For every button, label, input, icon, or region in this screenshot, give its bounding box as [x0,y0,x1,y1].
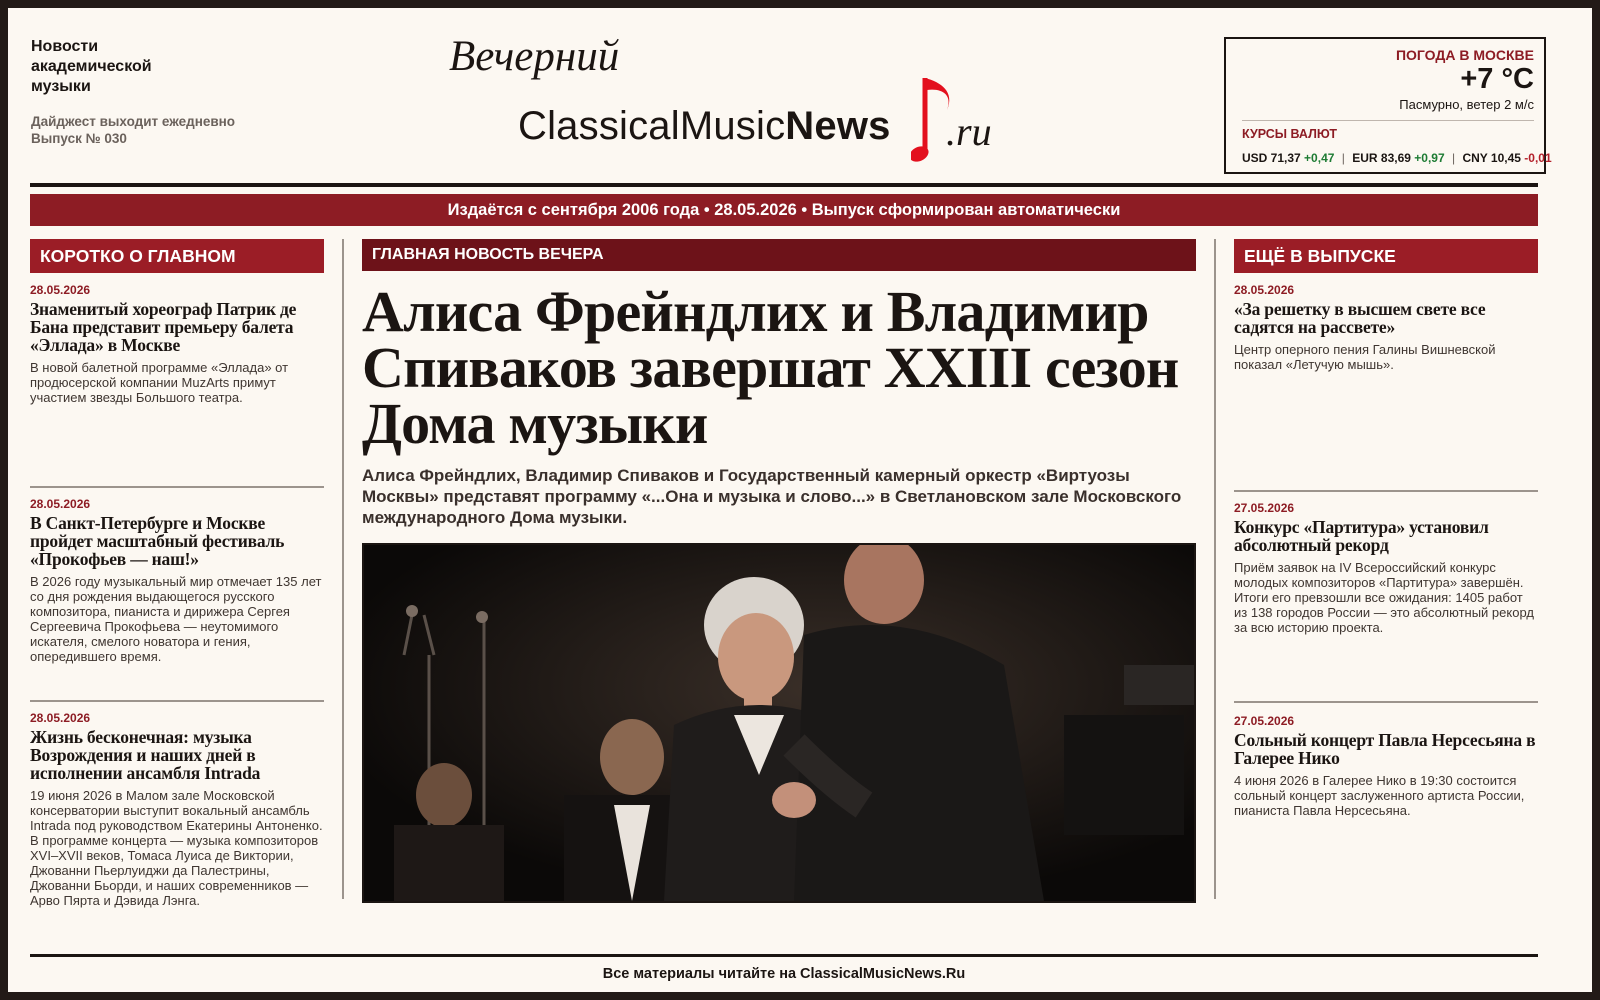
logo-vechernij: Вечерний [449,33,620,80]
news-title[interactable]: «За решетку в высшем свете все садятся на рассвете» [1234,299,1486,337]
fx-cny: CNY 10,45 [1462,151,1521,165]
fx-cny-change: -0,01 [1524,151,1552,165]
fx-usd: USD 71,37 [1242,151,1301,165]
news-item[interactable] [30,711,324,908]
newspaper-page [8,8,1592,992]
news-item[interactable] [1234,501,1538,635]
logo-part-classical: Classical [518,104,680,148]
digest-note: Дайджест выходит ежедневно [31,114,236,129]
news-text: 4 июня 2026 в Галерее Нико в 19:30 состоится сольный концерт заслуженного артиста России, пианиста Павла Нерсесьяна. [1234,773,1525,818]
news-text: В 2026 году музыкальный мир отмечает 135 лет со дня рождения выдающегося русского композитора, пианиста и дирижера Сергея Сергеевича Прокофьева — неутомимого искателя, смелого новатора и гения, опередившего время. [30,574,322,664]
concert-photo-image [364,545,1194,901]
main-headline[interactable]: Алиса Фрейндлих и Владимир Спиваков завершат XXIII сезон Дома музыки [362,279,1179,456]
news-date: 27.05.2026 [1234,714,1295,728]
news-item[interactable] [1234,714,1538,818]
item-divider [1234,701,1538,703]
news-title[interactable]: Знаменитый хореограф Патрик де Бана представит премьеру балета «Эллада» в Москве [30,299,297,355]
column-divider [342,239,344,899]
weather-label: ПОГОДА В МОСКВЕ [1395,47,1534,63]
header-rule [30,183,1538,187]
site-tagline: Новости академической музыки [31,38,152,95]
footer-link[interactable]: Все материалы читайте на ClassicalMusicNews.Ru [602,966,966,982]
logo-part-ru: .ru [946,109,992,154]
news-item[interactable] [30,283,324,405]
news-date: 27.05.2026 [1234,501,1295,515]
news-text: 19 июня 2026 в Малом зале Московской консерватории выступит вокальный ансамбль Intrada под руководством Екатерины Антоненко. В программе концерта — музыка композиторов XVI–XVII веков, Томаса Луиса де Виктории, Джованни Пьерлуиджи да Палестрины, Джованни Бьорди, и наших современников — Арво Пярта и Дэвида Лэнга. [30,788,323,908]
fx-eur: EUR 83,69 [1352,151,1411,165]
site-logo[interactable] [518,104,891,148]
item-divider [1234,490,1538,492]
main-photo[interactable] [362,543,1196,903]
main-section-heading: ГЛАВНАЯ НОВОСТЬ ВЕЧЕРА [362,239,1196,271]
right-section-heading: ЕЩЁ В ВЫПУСКЕ [1234,239,1538,273]
fx-rates [1242,151,1552,165]
fx-usd-change: +0,47 [1304,151,1335,165]
issue-info [31,113,291,147]
left-column [30,239,324,908]
news-text: В новой балетной программе «Эллада» от продюсерской компании MuzArts примут участием звезды Большого театра. [30,360,289,405]
fx-divider: | [1452,151,1456,165]
news-date: 28.05.2026 [30,497,91,511]
news-title[interactable]: В Санкт-Петербурге и Москве пройдет масштабный фестиваль «Прокофьев — наш!» [30,513,285,569]
news-date: 28.05.2026 [30,283,91,297]
news-text: Приём заявок на IV Всероссийский конкурс молодых композиторов «Партитура» завершён. Итоги его превзошли все ожидания: 1405 работ из 138 городов России — это абсолютный рекорд за всю историю проекта. [1234,560,1534,635]
news-title[interactable]: Конкурс «Партитура» установил абсолютный рекорд [1234,517,1489,555]
right-column [1234,239,1538,899]
fx-label: КУРСЫ ВАЛЮТ [1242,127,1338,141]
footer-rule [30,954,1538,957]
fx-eur-change: +0,97 [1414,151,1445,165]
weather-desc: Пасмурно, ветер 2 м/с [1399,97,1534,112]
main-lead: Алиса Фрейндлих, Владимир Спиваков и Государственный камерный оркестр «Виртуозы Москвы» представят программу «...Она и музыка и слово...» в Светлановском зале Московского международного Дома музыки. [362,466,1182,527]
item-divider [30,486,324,488]
weather-widget [1224,37,1552,174]
column-divider [1214,239,1216,899]
logo-part-music: Music [679,104,786,148]
news-item[interactable] [30,497,324,664]
news-title[interactable]: Сольный концерт Павла Нерсесьяна в Галерее Нико [1234,730,1536,768]
left-section-heading: КОРОТКО О ГЛАВНОМ [30,239,324,273]
news-text: Центр оперного пения Галины Вишневской показал «Летучую мышь». [1234,342,1496,372]
news-title[interactable]: Жизнь бесконечная: музыка Возрождения и наших дней в исполнении ансамбля Intrada [30,727,261,783]
weather-divider [1242,120,1534,121]
issue-number: Выпуск № 030 [31,131,127,146]
news-date: 28.05.2026 [1234,283,1295,297]
news-date: 28.05.2026 [30,711,91,725]
news-item[interactable] [1234,283,1538,372]
fx-divider: | [1341,151,1345,165]
item-divider [30,700,324,702]
issue-ribbon: Издаётся с сентября 2006 года • 28.05.2026 • Выпуск сформирован автоматически [30,194,1538,226]
header-block [31,37,291,147]
logo-part-news: News [785,104,891,148]
weather-temp: +7 °C [1460,63,1534,95]
